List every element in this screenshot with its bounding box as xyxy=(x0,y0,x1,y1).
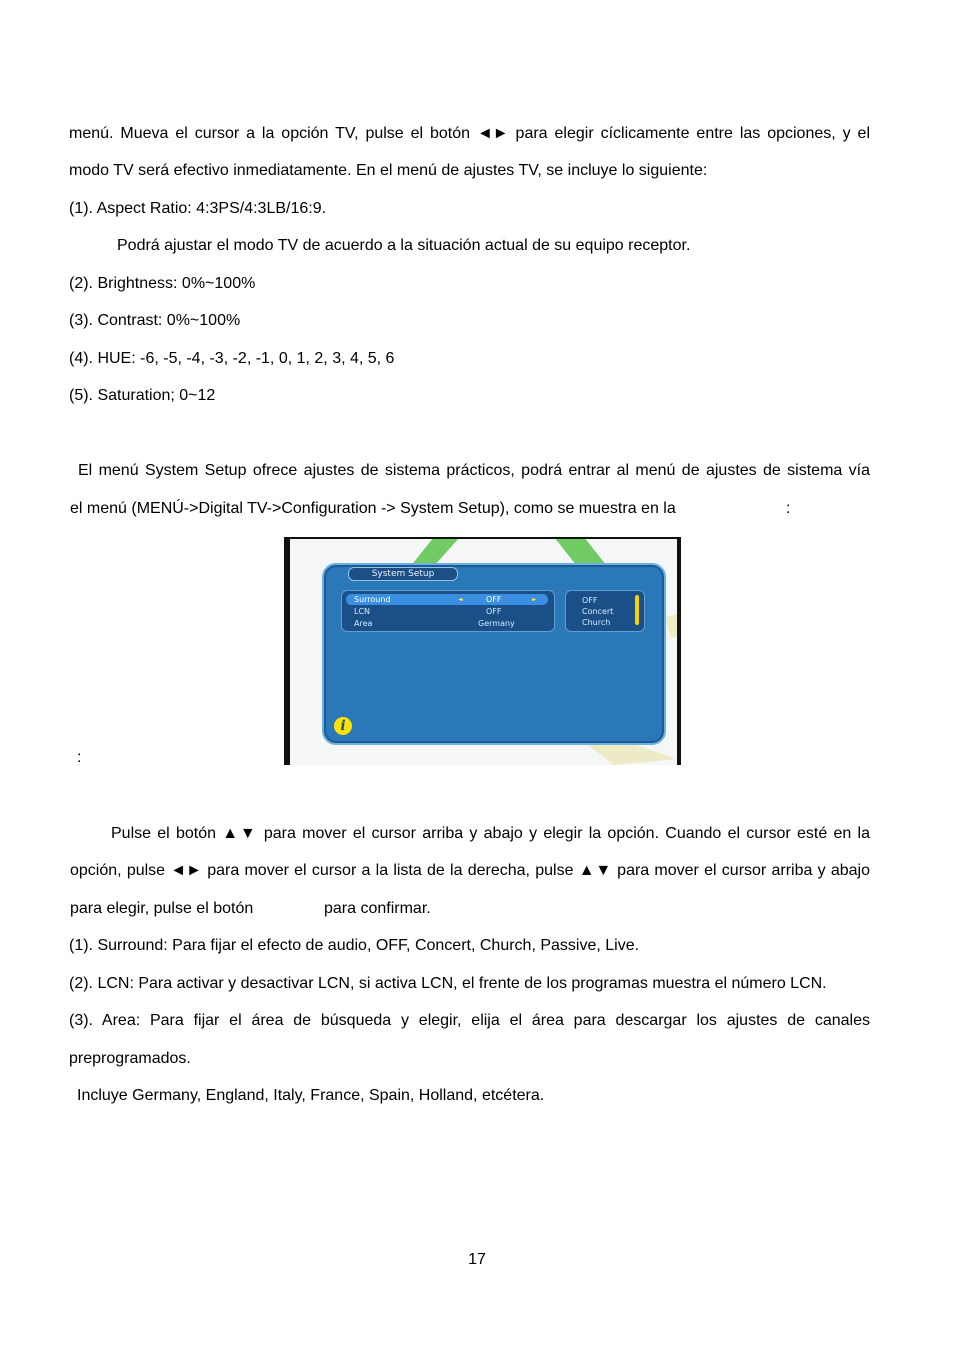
text-line: opción, pulse ◄► para mover el cursor a la lista de la derecha, pulse ▲▼ para mover el cursor arriba y abajo xyxy=(70,862,870,879)
option-label: LCN xyxy=(354,607,371,616)
text-line: (3). Area: Para fijar el área de búsqueda y elegir, elija el área para descargar los ajustes de canales xyxy=(69,1012,870,1029)
choices-list-box xyxy=(565,590,645,632)
text-line: (2). Brightness: 0%~100% xyxy=(69,275,256,292)
text-line: (4). HUE: -6, -5, -4, -3, -2, -1, 0, 1, 2, 3, 4, 5, 6 xyxy=(69,350,395,367)
option-row-surround xyxy=(346,594,548,605)
setup-panel xyxy=(322,563,666,745)
figure-label-colon: : xyxy=(77,749,82,766)
list-item: Concert xyxy=(582,607,614,616)
options-box xyxy=(341,590,555,632)
info-icon: i xyxy=(334,717,352,735)
option-row-area xyxy=(346,618,548,629)
text-line: : xyxy=(786,500,791,517)
text-line: para elegir, pulse el botón xyxy=(70,900,254,917)
text-line: (2). LCN: Para activar y desactivar LCN, si activa LCN, el frente de los programas muestra el número LCN. xyxy=(69,975,827,992)
text-line: modo TV será efectivo inmediatamente. En el menú de ajustes TV, se incluye lo siguiente: xyxy=(69,162,708,179)
system-setup-screenshot xyxy=(284,537,681,765)
text-line: El menú System Setup ofrece ajustes de sistema prácticos, podrá entrar al menú de ajustes de sistema vía xyxy=(78,462,870,479)
text-line: menú. Mueva el cursor a la opción TV, pulse el botón ◄► para elegir cíclicamente entre las opciones, y el xyxy=(69,125,870,142)
text-line: (1). Aspect Ratio: 4:3PS/4:3LB/16:9. xyxy=(69,200,327,217)
option-value: Germany xyxy=(478,619,515,628)
option-value: OFF xyxy=(486,607,502,616)
list-item: Church xyxy=(582,618,611,627)
arrow-left-icon: ◄ xyxy=(458,596,463,603)
panel-title: System Setup xyxy=(348,567,458,581)
text-line: Incluye Germany, England, Italy, France, Spain, Holland, etcétera. xyxy=(77,1087,545,1104)
option-label: Area xyxy=(354,619,373,628)
option-value: OFF xyxy=(486,595,502,604)
scrollbar xyxy=(635,595,639,625)
option-row-lcn xyxy=(346,606,548,617)
text-line: (1). Surround: Para fijar el efecto de audio, OFF, Concert, Church, Passive, Live. xyxy=(69,937,640,954)
text-line: Podrá ajustar el modo TV de acuerdo a la situación actual de su equipo receptor. xyxy=(117,237,691,254)
text-line: (5). Saturation; 0~12 xyxy=(69,387,216,404)
list-item: OFF xyxy=(582,596,598,605)
text-line: preprogramados. xyxy=(69,1050,191,1067)
arrow-right-icon: ► xyxy=(532,596,537,603)
text-line: para confirmar. xyxy=(324,900,431,917)
text-line: (3). Contrast: 0%~100% xyxy=(69,312,241,329)
text-line: el menú (MENÚ->Digital TV->Configuration -> System Setup), como se muestra en la xyxy=(70,500,676,517)
text-line: Pulse el botón ▲▼ para mover el cursor arriba y abajo y elegir la opción. Cuando el cursor esté en la xyxy=(111,825,870,842)
page-number: 17 xyxy=(468,1251,486,1268)
option-label: Surround xyxy=(354,595,391,604)
